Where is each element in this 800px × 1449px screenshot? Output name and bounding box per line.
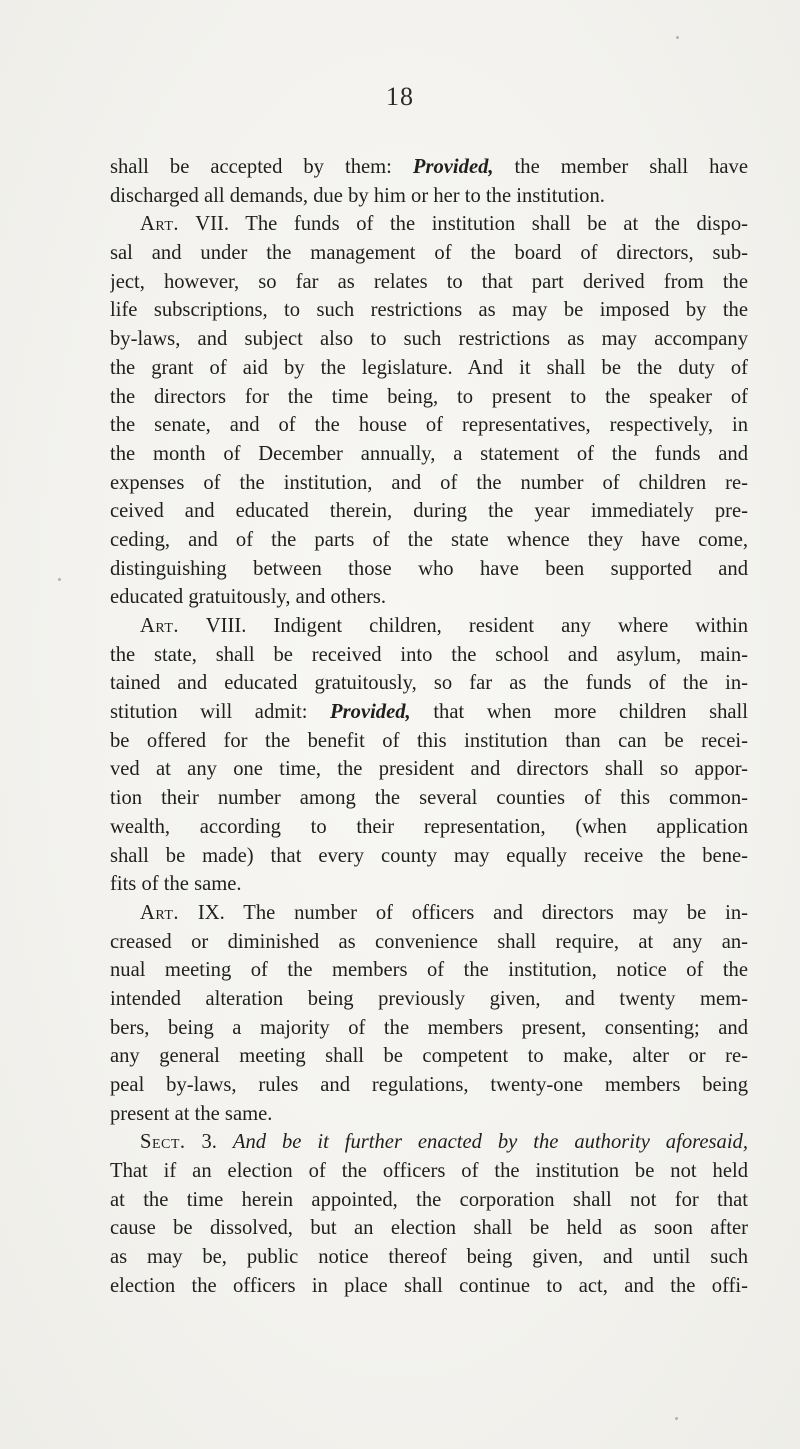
text-run: ceived and educated therein, during the year immediately pre- (110, 500, 748, 523)
text-line (110, 182, 748, 211)
text-run: VII. The funds of the institution shall be at the dispo- (179, 213, 748, 236)
text-line (110, 239, 748, 268)
text-run: the grant of aid by the legislature. And it shall be the duty of (110, 356, 748, 379)
text-line (110, 813, 748, 842)
text-run: intended alteration being previously given, and twenty mem- (110, 987, 748, 1010)
text-line (110, 727, 748, 756)
text-run: by-laws, and subject also to such restrictions as may accompany (110, 328, 748, 351)
paper-speck (676, 36, 679, 39)
text-line (110, 383, 748, 412)
text-run: tained and educated gratuitously, so far as the funds of the in- (110, 672, 748, 695)
text-line (110, 469, 748, 498)
text-run: nual meeting of the members of the institution, notice of the (110, 959, 748, 982)
text-line (110, 1128, 748, 1157)
text-run: 3. (185, 1131, 233, 1154)
text-run: IX. The number of officers and directors may be in- (179, 901, 748, 924)
text-line (110, 526, 748, 555)
text-run: election the officers in place shall continue to act, and the offi- (110, 1274, 748, 1297)
text-line (110, 842, 748, 871)
text-line (110, 1042, 748, 1071)
text-run: cause be dissolved, but an election shall be held as soon after (110, 1217, 748, 1240)
text-line (110, 354, 748, 383)
text-line (110, 1186, 748, 1215)
text-line (110, 325, 748, 354)
text-line (110, 755, 748, 784)
text-line (110, 985, 748, 1014)
text-line (110, 153, 748, 182)
text-run: stitution will admit: (110, 701, 331, 724)
text-line (110, 555, 748, 584)
text-run: expenses of the institution, and of the number of children re- (110, 471, 748, 494)
text-line (110, 268, 748, 297)
section-heading: Sect. (140, 1131, 186, 1154)
text-run: sal and under the management of the board of directors, sub- (110, 242, 748, 265)
text-line (110, 210, 748, 239)
text-line (110, 1071, 748, 1100)
text-run: creased or diminished as convenience shall require, at any an- (110, 930, 748, 953)
text-run: bers, being a majority of the members present, consenting; and (110, 1016, 748, 1039)
text-line (110, 1014, 748, 1043)
text-run: at the time herein appointed, the corporation shall not for that (110, 1188, 748, 1211)
section-heading: Art. (140, 213, 180, 236)
text-run: shall be made) that every county may equally receive the bene- (110, 844, 748, 867)
text-run: ceding, and of the parts of the state whence they have come, (110, 528, 748, 551)
text-line (110, 1214, 748, 1243)
paper-speck (58, 578, 61, 581)
text-line (110, 956, 748, 985)
text-line (110, 612, 748, 641)
text-run: the month of December annually, a statement of the funds and (110, 442, 748, 465)
text-line (110, 1243, 748, 1272)
text-line (110, 899, 748, 928)
text-run: shall be accepted by them: (110, 156, 413, 178)
text-line (110, 669, 748, 698)
text-line (110, 1157, 748, 1186)
text-run: ject, however, so far as relates to that part derived from the (110, 270, 748, 293)
text-run: any general meeting shall be competent to make, alter or re- (110, 1045, 748, 1068)
text-line (110, 497, 748, 526)
text-run: That if an election of the officers of the institution be not held (110, 1160, 748, 1183)
page-number: 18 (386, 82, 414, 111)
section-heading: Art. (140, 901, 180, 924)
text-line (110, 784, 748, 813)
text-run: as may be, public notice thereof being given, and until such (110, 1246, 748, 1269)
text-line (110, 870, 748, 899)
text-line (110, 641, 748, 670)
text-line (110, 440, 748, 469)
text-run: ved at any one time, the president and directors shall so appor- (110, 758, 748, 781)
text-line (110, 698, 748, 727)
text-run: present at the same. (110, 1102, 273, 1125)
text-run: VIII. Indigent children, resident any where within (179, 615, 748, 637)
text-run: the directors for the time being, to present to the speaker of (110, 385, 748, 408)
text-line (110, 1272, 748, 1301)
emphasis-text: And be it further enacted by the authority aforesaid, (232, 1131, 748, 1154)
text-run: discharged all demands, due by him or her to the institution. (110, 184, 605, 207)
text-line (110, 583, 748, 612)
text-run: wealth, according to their representation, (when application (110, 815, 748, 838)
text-run: educated gratuitously, and others. (110, 586, 387, 609)
section-heading: Art. (140, 615, 180, 637)
text-line (110, 411, 748, 440)
text-run: the state, shall be received into the school and asylum, main- (110, 643, 748, 666)
text-run: distinguishing between those who have been supported and (110, 557, 748, 580)
text-run: the senate, and of the house of representatives, respectively, in (110, 414, 748, 437)
text-run: fits of the same. (110, 873, 242, 896)
paper-speck (675, 1417, 678, 1420)
text-line (110, 1100, 748, 1129)
text-run: peal by-laws, rules and regulations, twenty-one members being (110, 1074, 748, 1096)
text-line (110, 928, 748, 957)
text-line (110, 296, 748, 325)
emphasis-text: Provided, (412, 156, 494, 178)
text-run: that when more children shall (410, 701, 748, 724)
text-run: be offered for the benefit of this institution than can be recei- (110, 729, 748, 752)
text-run: tion their number among the several counties of this common- (110, 787, 748, 810)
body-text (110, 153, 748, 1301)
text-run: the member shall have (493, 156, 748, 178)
emphasis-text: Provided, (330, 701, 411, 724)
text-run: life subscriptions, to such restrictions as may be imposed by the (110, 299, 748, 322)
